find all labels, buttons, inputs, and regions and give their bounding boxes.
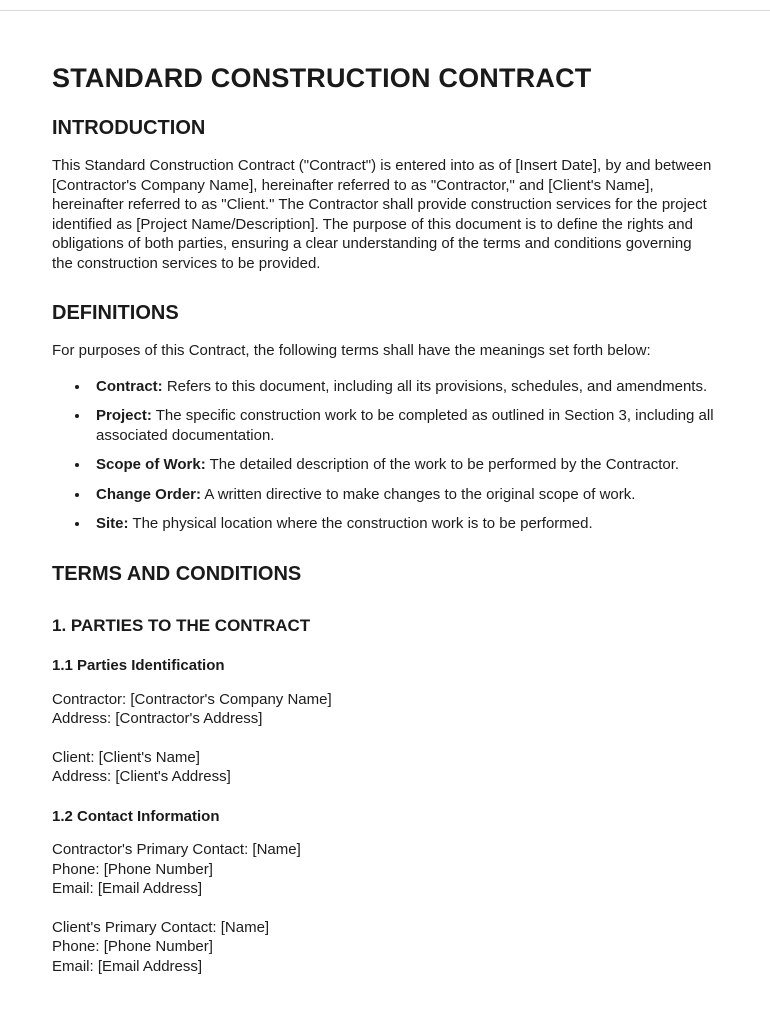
introduction-paragraph: This Standard Construction Contract ("Contract") is entered into as of [Insert Date], by and between [Contractor's Company Name], hereinafter referred to as "Contractor," and [Client's Name], hereinafter referred to as "Client." The Contractor shall provide construction services for the project identified as [Project Name/Description]. The purpose of this document is to define the rights and obligations of both parties, ensuring a clear understanding of the terms and conditions governing the construction services to be provided. — [52, 157, 712, 272]
contractor-phone-line: Phone: [Phone Number] — [52, 860, 213, 878]
definitions-heading: DEFINITIONS — [52, 302, 179, 325]
definition-term: Scope of Work: — [96, 456, 206, 474]
definition-term: Change Order: — [96, 485, 202, 503]
definition-description: The physical location where the construction work is to be performed. — [128, 515, 593, 533]
introduction-heading: INTRODUCTION — [52, 117, 206, 140]
definition-term: Site: — [96, 515, 129, 533]
definitions-intro-paragraph: For purposes of this Contract, the following terms shall have the meanings set forth below: — [52, 342, 651, 360]
definition-term: Contract: — [96, 377, 163, 395]
terms-and-conditions-heading: TERMS AND CONDITIONS — [52, 562, 302, 585]
section-1-parties-heading: 1. PARTIES TO THE CONTRACT — [52, 615, 311, 635]
section-1-1-heading: 1.1 Parties Identification — [52, 657, 225, 675]
definition-item-project — [90, 406, 716, 445]
contractor-email-line: Email: [Email Address] — [52, 880, 203, 898]
definition-description: A written directive to make changes to the original scope of work. — [201, 485, 636, 503]
definition-item-scope-of-work — [90, 455, 716, 475]
contractor-contact-block — [52, 840, 716, 899]
definition-item-change-order — [90, 485, 716, 505]
client-contact-block — [52, 918, 716, 977]
client-primary-contact-line: Client's Primary Contact: [Name] — [52, 918, 270, 936]
contractor-address-line: Address: [Contractor's Address] — [52, 710, 263, 728]
definition-item-site — [90, 514, 716, 534]
definition-term: Project: — [96, 407, 152, 425]
client-email-line: Email: [Email Address] — [52, 957, 203, 975]
client-address-line: Address: [Client's Address] — [52, 768, 231, 786]
definition-item-contract — [90, 377, 716, 397]
definition-description: Refers to this document, including all its provisions, schedules, and amendments. — [162, 377, 708, 395]
client-phone-line: Phone: [Phone Number] — [52, 938, 213, 956]
client-identification-block — [52, 748, 716, 787]
definitions-list — [52, 377, 716, 534]
contractor-identification-block — [52, 690, 716, 729]
document-title: STANDARD CONSTRUCTION CONTRACT — [52, 63, 592, 93]
contractor-primary-contact-line: Contractor's Primary Contact: [Name] — [52, 841, 301, 859]
contractor-name-line: Contractor: [Contractor's Company Name] — [52, 690, 332, 708]
client-name-line: Client: [Client's Name] — [52, 748, 200, 766]
definition-description: The detailed description of the work to be performed by the Contractor. — [205, 456, 680, 474]
definition-description: The specific construction work to be completed as outlined in Section 3, including all associated documentation. — [96, 407, 714, 444]
section-1-2-heading: 1.2 Contact Information — [52, 807, 220, 825]
